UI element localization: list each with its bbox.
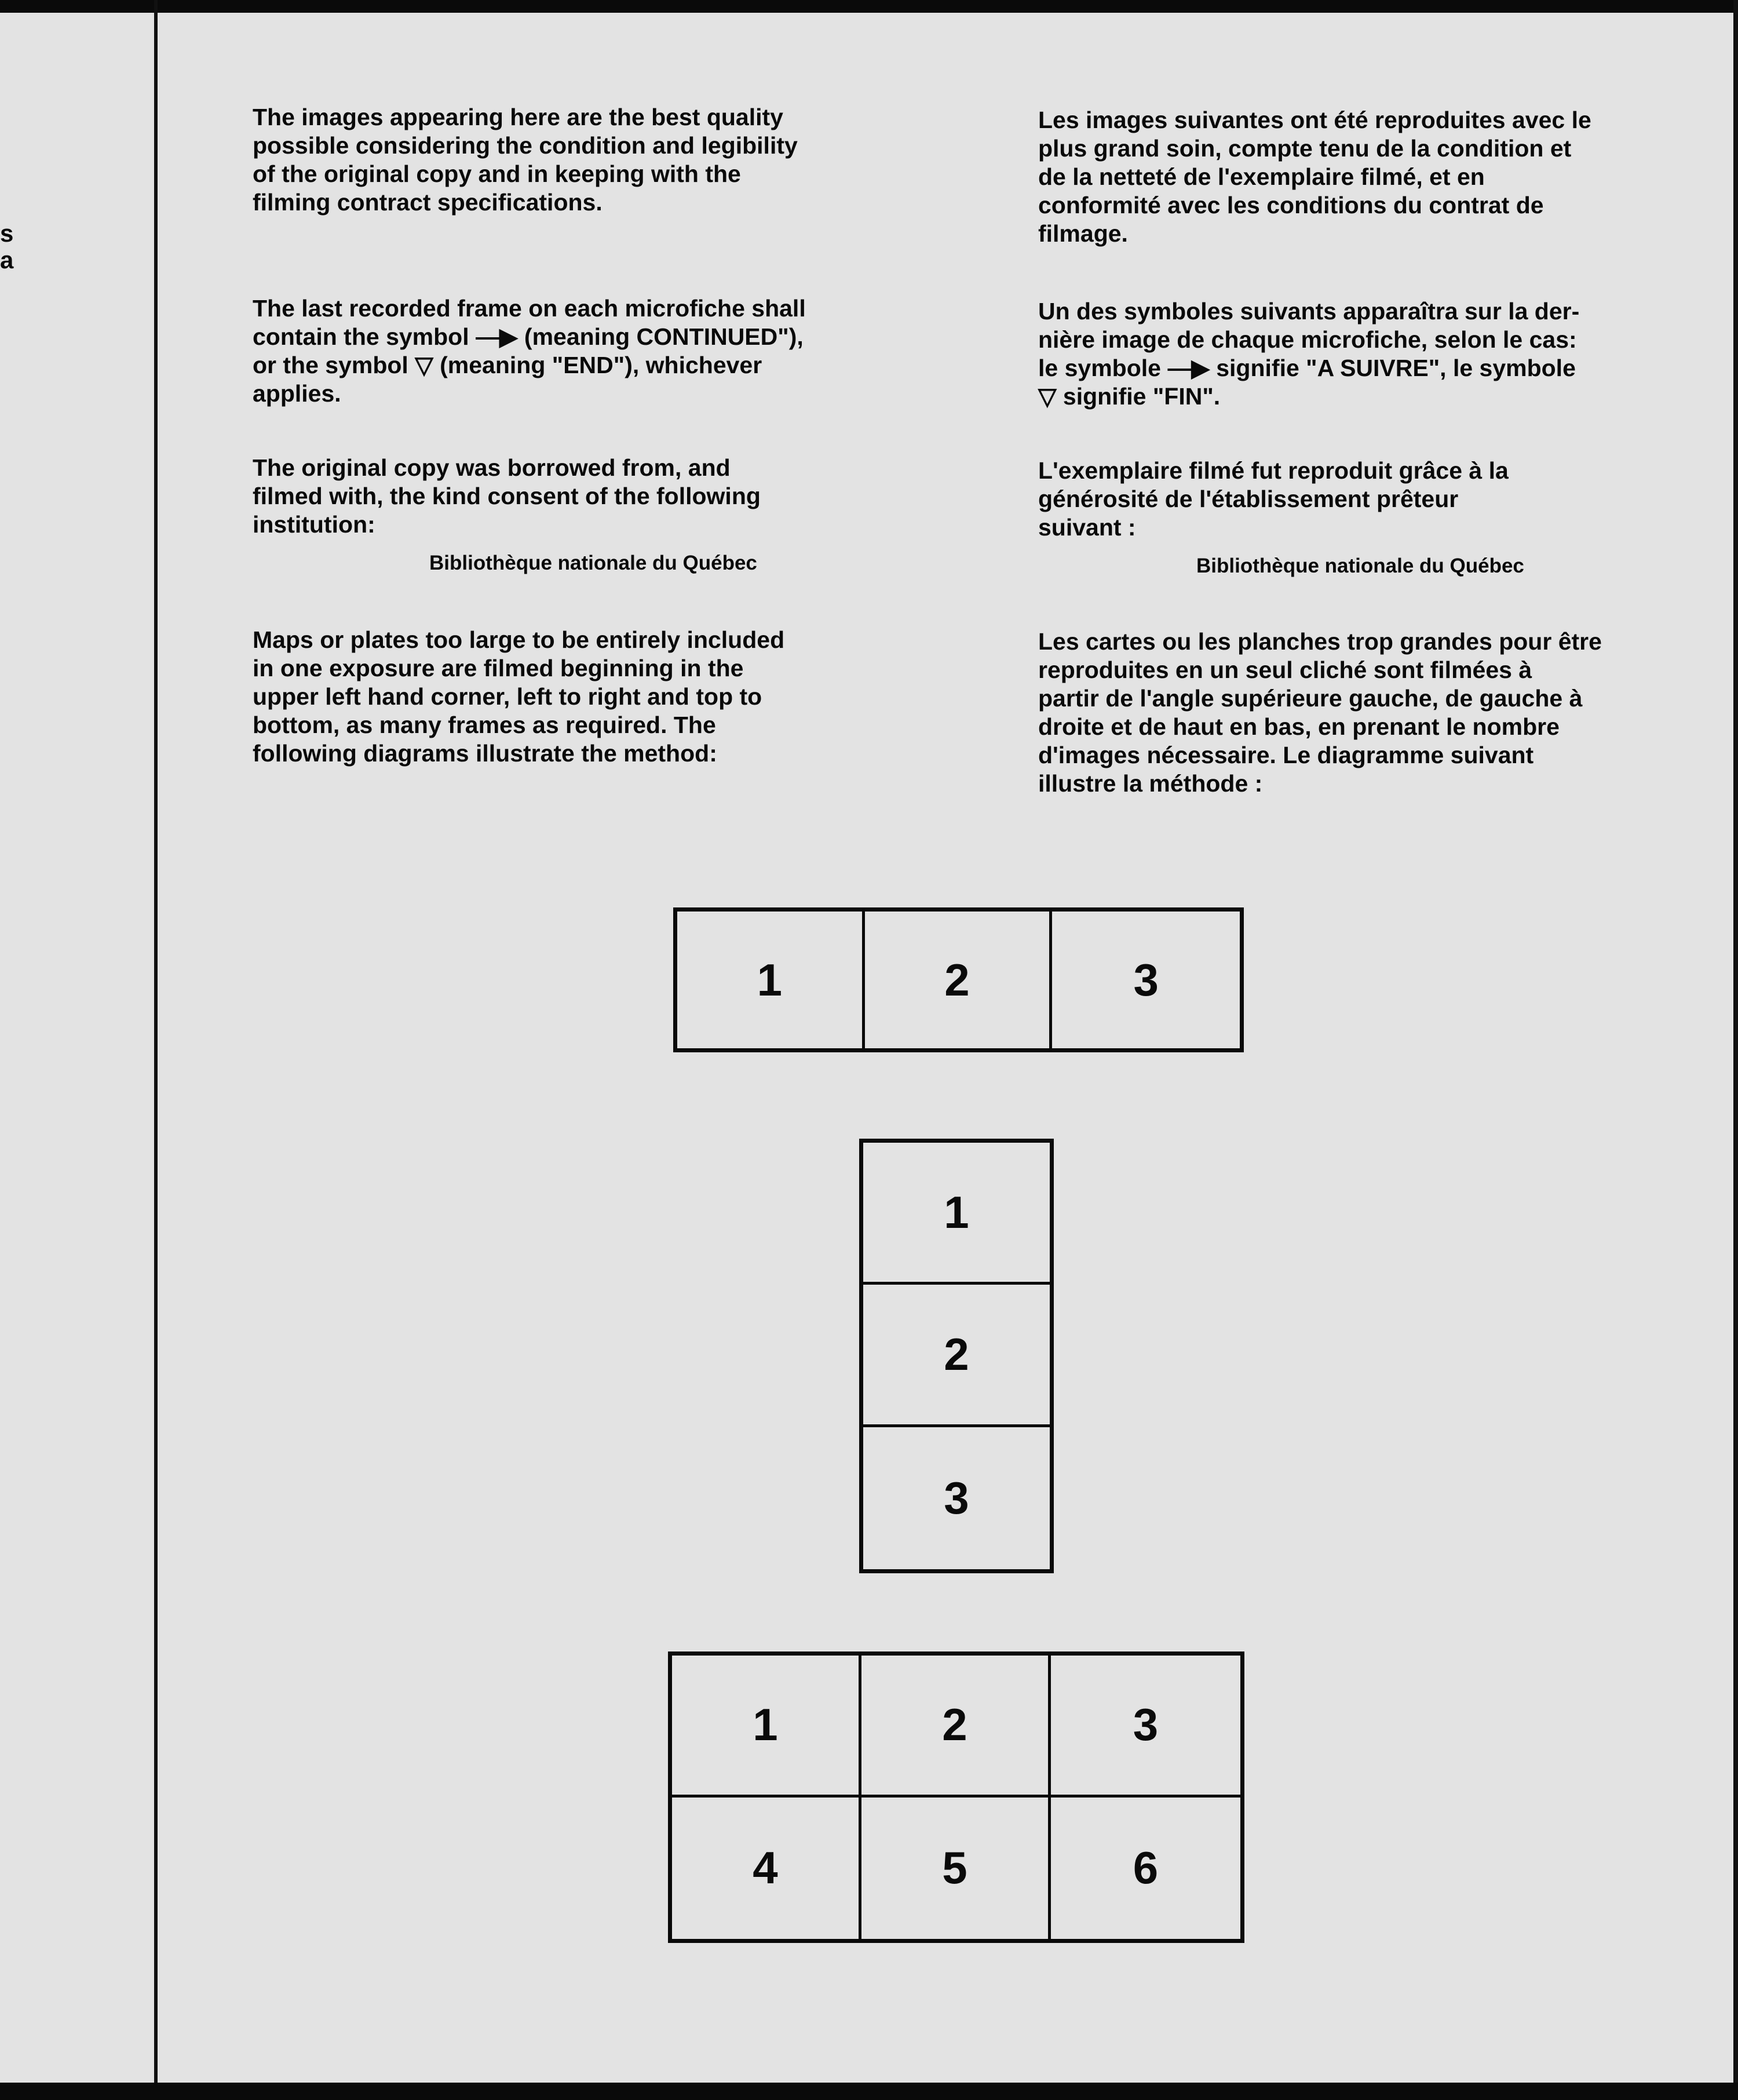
- fr-symbol-paragraph: Un des symboles suivants apparaîtra sur la der- nière image de chaque microfiche, selon le cas: le symbole —▶ signifie "A SUIVRE", le symbole ▽ signifie "FIN".: [1038, 298, 1580, 410]
- column-diagram: [859, 1139, 1054, 1573]
- fr-quality-paragraph: Les images suivantes ont été reproduites avec le plus grand soin, compte tenu de la condition et de la netteté de l'exemplaire filmé, et en conformité avec les conditions du contrat de filmage.: [1038, 107, 1591, 247]
- diagram-cell: 2: [863, 1285, 1050, 1427]
- diagram-cell: 2: [861, 1656, 1051, 1798]
- diagram-cell: 3: [1133, 954, 1159, 1005]
- left-margin-rule: [154, 0, 158, 2086]
- fr-maps-paragraph: Les cartes ou les planches trop grandes pour être reproduites en un seul cliché sont filmées à partir de l'angle supérieure gauche, de gauche à droite et de haut en bas, en prenant le nombre d'images nécessaire. Le diagramme suivant illustre la méthode :: [1038, 628, 1602, 797]
- diagram-cell: 5: [861, 1798, 1051, 1939]
- right-margin-rule: [1733, 0, 1738, 2086]
- diagram-cell: 4: [672, 1798, 861, 1939]
- fr-institution-paragraph: L'exemplaire filmé fut reproduit grâce à la générosité de l'établissement prêteur suivant :: [1038, 457, 1509, 541]
- en-maps-paragraph: Maps or plates too large to be entirely included in one exposure are filmed beginning in the upper left hand corner, left to right and top to bottom, as many frames as required. The following diagrams illustrate the method:: [253, 626, 785, 767]
- diagram-cell: 1: [863, 1143, 1050, 1285]
- diagram-cell: 3: [944, 1472, 969, 1523]
- diagram-cell: 1: [672, 1656, 861, 1798]
- row-diagram: [673, 907, 1244, 1052]
- edge-letter: s: [0, 220, 14, 247]
- diagram-cell: 6: [1133, 1842, 1159, 1894]
- top-border: [0, 0, 1738, 13]
- grid-diagram: [668, 1651, 1244, 1943]
- en-quality-paragraph: The images appearing here are the best quality possible considering the condition and legibility of the original copy and in keeping with the filming contract specifications.: [253, 104, 798, 216]
- diagram-cell: 2: [865, 912, 1053, 1048]
- en-institution-paragraph: The original copy was borrowed from, and filmed with, the kind consent of the following institution:: [253, 454, 761, 538]
- diagram-cell: 3: [1051, 1656, 1240, 1798]
- en-symbol-paragraph: The last recorded frame on each microfiche shall contain the symbol —▶ (meaning CONTINUED"), or the symbol ▽ (meaning "END"), whichever applies.: [253, 295, 806, 407]
- diagram-cell: 1: [677, 912, 865, 1048]
- fr-institution-name: Bibliothèque nationale du Québec: [1196, 555, 1524, 577]
- edge-letter: a: [0, 246, 14, 274]
- bottom-border: [0, 2083, 1738, 2100]
- en-institution-name: Bibliothèque nationale du Québec: [429, 552, 757, 574]
